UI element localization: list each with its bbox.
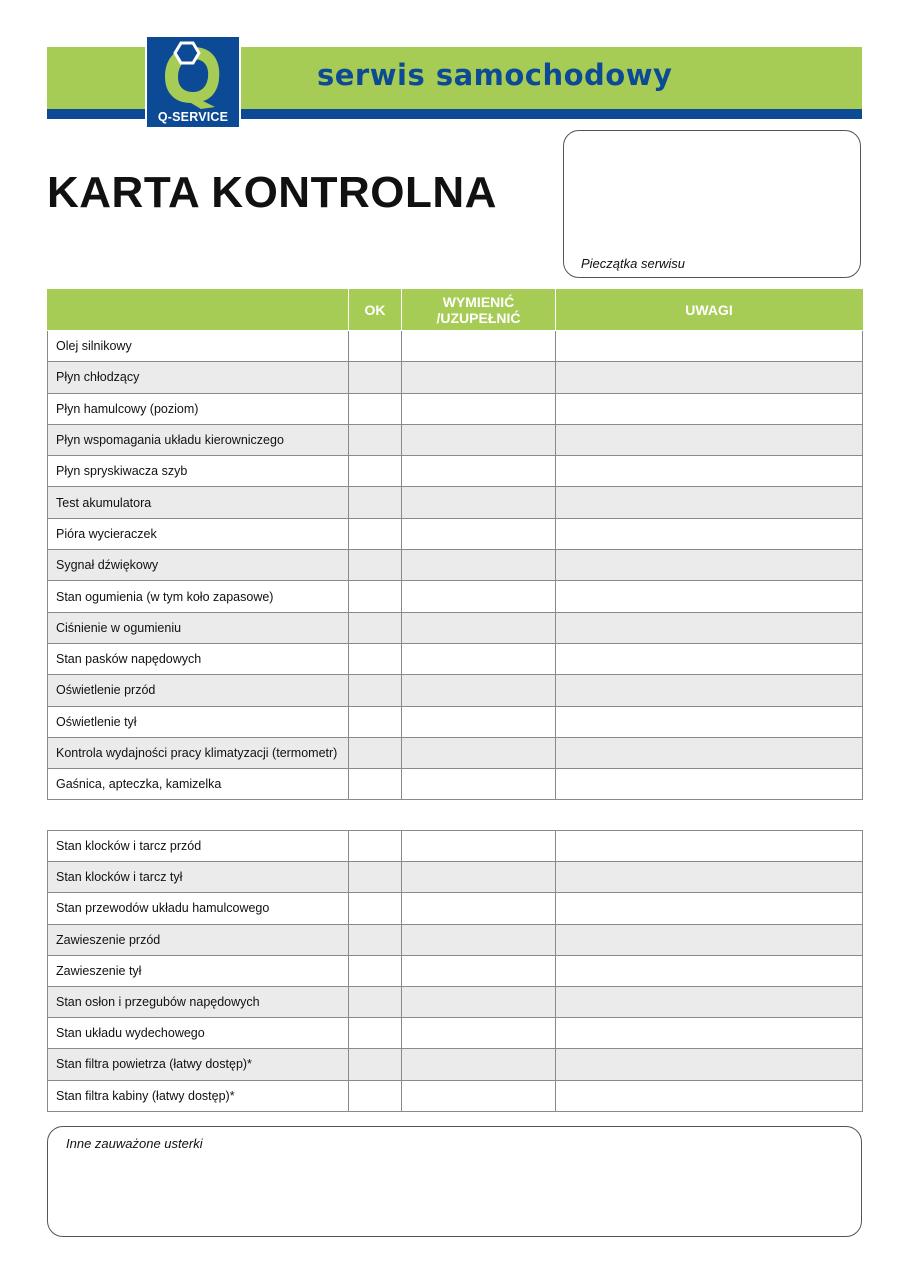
table-header-row [48,290,863,331]
row-label: Zawieszenie przód [48,924,349,955]
ok-cell[interactable] [349,518,402,549]
notes-cell[interactable] [556,737,863,768]
table-row [48,675,863,706]
table-row [48,487,863,518]
ok-cell[interactable] [349,643,402,674]
ok-cell[interactable] [349,737,402,768]
row-label: Kontrola wydajności pracy klimatyzacji (termometr) [48,737,349,768]
notes-cell[interactable] [556,955,863,986]
ok-cell[interactable] [349,769,402,800]
notes-cell[interactable] [556,331,863,362]
replace-cell[interactable] [402,737,556,768]
table-row [48,986,863,1017]
header-ok: OK [349,290,402,331]
table-row [48,518,863,549]
row-label: Olej silnikowy [48,331,349,362]
notes-cell[interactable] [556,518,863,549]
replace-cell[interactable] [402,487,556,518]
row-label: Stan klocków i tarcz tył [48,862,349,893]
notes-cell[interactable] [556,1080,863,1111]
ok-cell[interactable] [349,393,402,424]
replace-cell[interactable] [402,1049,556,1080]
table-row [48,362,863,393]
other-defects-label: Inne zauważone usterki [66,1136,203,1151]
table-row [48,831,863,862]
replace-cell[interactable] [402,831,556,862]
notes-cell[interactable] [556,1018,863,1049]
ok-cell[interactable] [349,331,402,362]
ok-cell[interactable] [349,1049,402,1080]
row-label: Płyn chłodzący [48,362,349,393]
table-row [48,456,863,487]
header-item [48,290,349,331]
table-row [48,737,863,768]
ok-cell[interactable] [349,706,402,737]
row-label: Gaśnica, apteczka, kamizelka [48,769,349,800]
replace-cell[interactable] [402,393,556,424]
ok-cell[interactable] [349,581,402,612]
row-label: Stan klocków i tarcz przód [48,831,349,862]
replace-cell[interactable] [402,955,556,986]
replace-cell[interactable] [402,612,556,643]
row-label: Stan układu wydechowego [48,1018,349,1049]
checklist-table-1 [47,289,863,800]
table-row [48,581,863,612]
ok-cell[interactable] [349,831,402,862]
row-label: Płyn hamulcowy (poziom) [48,393,349,424]
replace-cell[interactable] [402,424,556,455]
row-label: Stan osłon i przegubów napędowych [48,986,349,1017]
table-row [48,924,863,955]
ok-cell[interactable] [349,424,402,455]
notes-cell[interactable] [556,393,863,424]
row-label: Płyn spryskiwacza szyb [48,456,349,487]
row-label: Stan filtra powietrza (łatwy dostęp)* [48,1049,349,1080]
replace-cell[interactable] [402,456,556,487]
ok-cell[interactable] [349,924,402,955]
table-row [48,331,863,362]
row-label: Stan ogumienia (w tym koło zapasowe) [48,581,349,612]
replace-cell[interactable] [402,1080,556,1111]
header-notes: UWAGI [556,290,863,331]
notes-cell[interactable] [556,362,863,393]
ok-cell[interactable] [349,612,402,643]
row-label: Oświetlenie przód [48,675,349,706]
ok-cell[interactable] [349,456,402,487]
table-row [48,862,863,893]
replace-cell[interactable] [402,643,556,674]
slogan: serwis samochodowy [317,58,673,92]
notes-cell[interactable] [556,456,863,487]
ok-cell[interactable] [349,362,402,393]
notes-cell[interactable] [556,675,863,706]
replace-cell[interactable] [402,769,556,800]
ok-cell[interactable] [349,1080,402,1111]
notes-cell[interactable] [556,424,863,455]
row-label: Test akumulatora [48,487,349,518]
notes-cell[interactable] [556,487,863,518]
table-row [48,1018,863,1049]
replace-cell[interactable] [402,893,556,924]
ok-cell[interactable] [349,675,402,706]
replace-cell[interactable] [402,862,556,893]
notes-cell[interactable] [556,986,863,1017]
stamp-box [563,130,861,278]
row-label: Zawieszenie tył [48,955,349,986]
notes-cell[interactable] [556,1049,863,1080]
replace-cell[interactable] [402,675,556,706]
table-row [48,955,863,986]
table-row [48,393,863,424]
replace-cell[interactable] [402,1018,556,1049]
table-row [48,893,863,924]
ok-cell[interactable] [349,1018,402,1049]
logo-text: Q-SERVICE [157,110,229,124]
notes-cell[interactable] [556,862,863,893]
page-title: KARTA KONTROLNA [47,168,497,217]
replace-cell[interactable] [402,362,556,393]
table-row [48,1080,863,1111]
row-label: Stan pasków napędowych [48,643,349,674]
replace-cell[interactable] [402,706,556,737]
row-label: Oświetlenie tył [48,706,349,737]
q-service-logo [145,35,241,129]
notes-cell[interactable] [556,893,863,924]
checklist-table-2 [47,830,863,1112]
table-row [48,612,863,643]
ok-cell[interactable] [349,550,402,581]
table-row [48,1049,863,1080]
notes-cell[interactable] [556,706,863,737]
replace-cell[interactable] [402,518,556,549]
row-label: Stan filtra kabiny (łatwy dostęp)* [48,1080,349,1111]
row-label: Pióra wycieraczek [48,518,349,549]
replace-cell[interactable] [402,581,556,612]
table-row [48,706,863,737]
notes-cell[interactable] [556,581,863,612]
ok-cell[interactable] [349,487,402,518]
table-row [48,424,863,455]
notes-cell[interactable] [556,769,863,800]
row-label: Stan przewodów układu hamulcowego [48,893,349,924]
ok-cell[interactable] [349,955,402,986]
table-row [48,769,863,800]
notes-cell[interactable] [556,831,863,862]
stamp-label: Pieczątka serwisu [581,256,686,271]
notes-cell[interactable] [556,643,863,674]
notes-cell[interactable] [556,550,863,581]
ok-cell[interactable] [349,893,402,924]
other-defects-box[interactable] [47,1126,862,1237]
replace-cell[interactable] [402,986,556,1017]
replace-cell[interactable] [402,550,556,581]
table-row [48,550,863,581]
ok-cell[interactable] [349,862,402,893]
header-replace: WYMIENIĆ /UZUPEŁNIĆ [402,290,556,331]
table-row [48,643,863,674]
replace-cell[interactable] [402,331,556,362]
row-label: Płyn wspomagania układu kierowniczego [48,424,349,455]
notes-cell[interactable] [556,612,863,643]
row-label: Ciśnienie w ogumieniu [48,612,349,643]
logo-badge [147,37,239,127]
replace-cell[interactable] [402,924,556,955]
row-label: Sygnał dźwiękowy [48,550,349,581]
ok-cell[interactable] [349,986,402,1017]
notes-cell[interactable] [556,924,863,955]
